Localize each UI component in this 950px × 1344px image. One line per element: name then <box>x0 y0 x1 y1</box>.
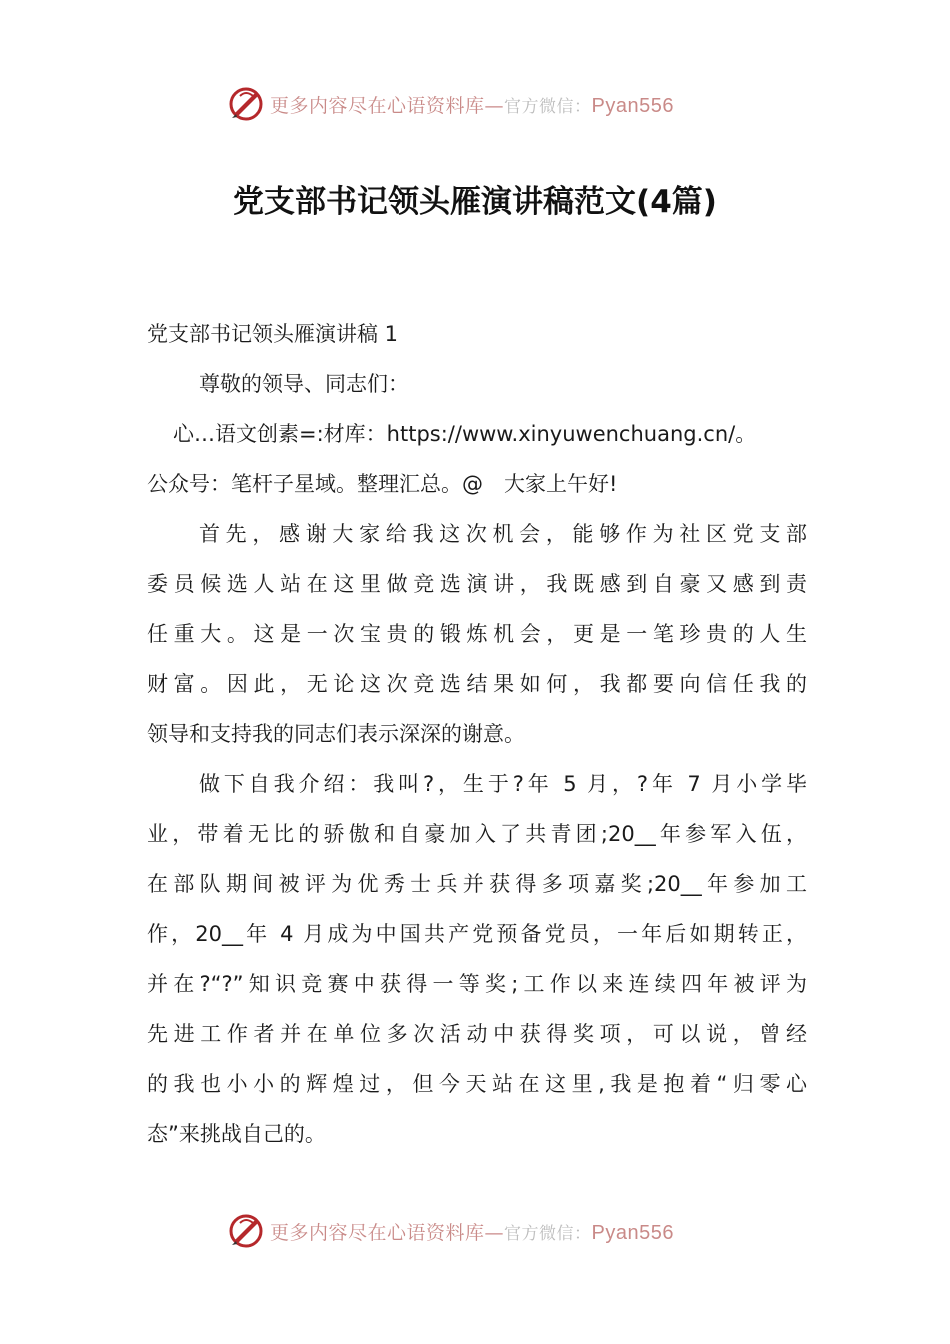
banner-text: 更多内容尽在心语资料库—官方微信：Pyan556 <box>270 94 674 117</box>
paragraph-line: 领导和支持我的同志们表示深深的谢意。 <box>147 722 525 746</box>
paragraph-line: 首先，感谢大家给我这次机会，能够作为社区党支部 <box>199 522 807 546</box>
paragraph-line: 尊敬的领导、同志们： <box>199 372 409 396</box>
footer-banner <box>0 1209 950 1253</box>
section-heading: 党支部书记领头雁演讲稿 1 <box>147 322 399 346</box>
paragraph-line: 在部队期间被评为优秀士兵并获得多项嘉奖;20__年参加工 <box>147 872 807 896</box>
paragraph-line: 财富。因此，无论这次竞选结果如何，我都要向信任我的 <box>147 672 807 696</box>
paragraph-line: 态”来挑战自己的。 <box>147 1122 326 1146</box>
paragraph-line: 先进工作者并在单位多次活动中获得奖项，可以说，曾经 <box>147 1022 807 1046</box>
paragraph-line: 并在?“?”知识竞赛中获得一等奖;工作以来连续四年被评为 <box>147 972 807 996</box>
paragraph-line: 做下自我介绍：我叫?，生于?年 5 月，?年 7 月小学毕 <box>199 772 807 796</box>
paragraph-line: 公众号：笔杆子星域。整理汇总。@ 大家上午好! <box>147 472 618 496</box>
paragraph-line: 业，带着无比的骄傲和自豪加入了共青团;20__年参军入伍， <box>147 822 807 846</box>
pen-logo-icon <box>226 84 266 124</box>
document-title: 党支部书记领头雁演讲稿范文(4篇) <box>233 184 717 220</box>
banner-text: 更多内容尽在心语资料库—官方微信：Pyan556 <box>270 1221 674 1244</box>
header-banner <box>0 82 950 126</box>
paragraph-line: 委员候选人站在这里做竞选演讲，我既感到自豪又感到责 <box>147 572 807 596</box>
paragraph-line: 作，20__年 4 月成为中国共产党预备党员，一年后如期转正， <box>147 922 807 946</box>
paragraph-line: 心…语文创素=:材库：https://www.xinyuwenchuang.cn/。 <box>173 422 757 446</box>
pen-logo-icon <box>226 1211 266 1251</box>
paragraph-line: 的我也小小的辉煌过，但今天站在这里,我是抱着“归零心 <box>147 1072 807 1096</box>
paragraph-line: 任重大。这是一次宝贵的锻炼机会，更是一笔珍贵的人生 <box>147 622 807 646</box>
